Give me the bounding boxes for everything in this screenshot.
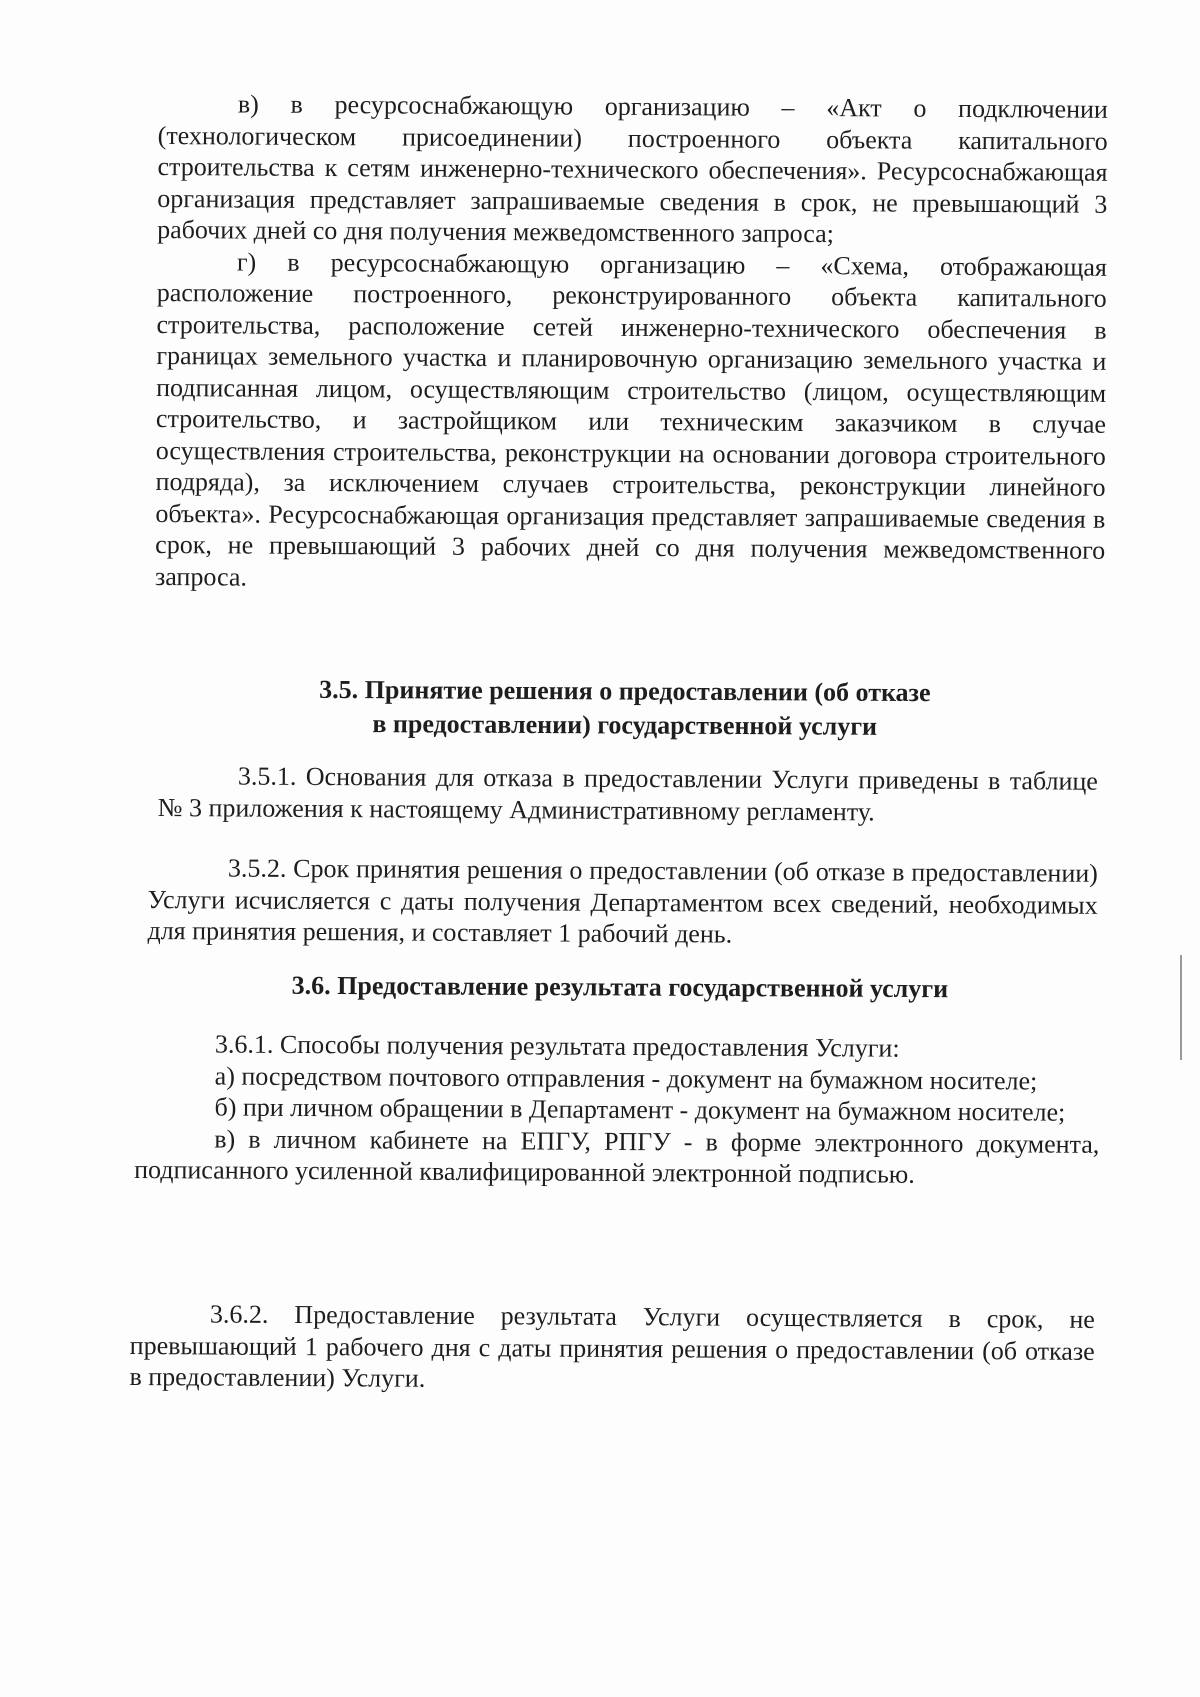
top-text-block <box>155 88 1108 598</box>
list-item-c: в) в личном кабинете на ЕПГУ, РПГУ - в форме электронного документа, подписанного усиленной квалифицированной электронной подписью. <box>134 1123 1100 1189</box>
paragraph-item-v: в) в ресурсоснабжающую организацию – «Акт о подключении (технологическом присоединении) построенного объекта капитального строительства к сетям инженерно-технического обеспечения». Ресурсоснабжающая организация представляет запрашиваемые сведения в срок, не превышающий 3 рабочих дней со дня получения межведомственного запроса; <box>157 89 1108 249</box>
section-3-6-1-intro: 3.6.1. Способы получения результата предоставления Услуги: <box>214 1029 900 1063</box>
scan-artifact-line <box>1180 955 1182 1060</box>
section-3-6-2-block <box>129 1298 1095 1398</box>
section-3-5-2-paragraph: 3.5.2. Срок принятия решения о предоставлении (об отказе в предоставлении) Услуги исчисляется с даты получения Департаментом всех сведений, необходимых для принятия решения, и составляет 1 рабочий день. <box>147 853 1098 949</box>
section-3-5-p2-block <box>147 852 1098 952</box>
section-3-6-2-paragraph: 3.6.2. Предоставление результата Услуги осуществляется в срок, не превышающий 1 рабочего дня с даты принятия решения о предоставлении (об отказе в предоставлении) Услуги. <box>129 1299 1095 1393</box>
list-item-a: а) посредством почтового отправления - документ на бумажном носителе; <box>214 1060 1038 1096</box>
section-3-5-p1-block <box>158 760 1098 829</box>
section-3-5-heading <box>150 672 1100 745</box>
list-item-b: б) при личном обращении в Департамент - документ на бумажном носителе; <box>214 1092 1066 1127</box>
section-3-6-1-block <box>134 1028 1100 1191</box>
section-3-5-1-paragraph: 3.5.1. Основания для отказа в предоставлении Услуги приведены в таблице № 3 приложения к настоящему Административному регламенту. <box>157 761 1098 826</box>
section-3-6-heading <box>145 968 1095 1007</box>
paragraph-item-g: г) в ресурсоснабжающую организацию – «Схема, отображающая расположение построенного, реконструированного объекта капитального строительства, расположение сетей инженерно-технического обеспечения в границах земельного участка и планировочную организацию земельного участка и подписанная лицом, осуществляющим строительство (лицом, осуществляющим строительство, и застройщиком или техническим заказчиком в случае осуществления строительства, реконструкции на основании договора строительного подряда), за исключением случаев строительства, реконструкции линейного объекта». Ресурсоснабжающая организация представляет запрашиваемые сведения в срок, не превышающий 3 рабочих дней со дня получения межведомственного запроса. <box>154 246 1108 592</box>
section-3-6-heading-text: 3.6. Предоставление результата государственной услуги <box>291 970 949 1004</box>
section-3-5-heading-line2: в предоставлении) государственной услуги <box>372 709 878 741</box>
section-3-5-heading-line1: 3.5. Принятие решения о предоставлении (об отказе <box>319 674 931 708</box>
